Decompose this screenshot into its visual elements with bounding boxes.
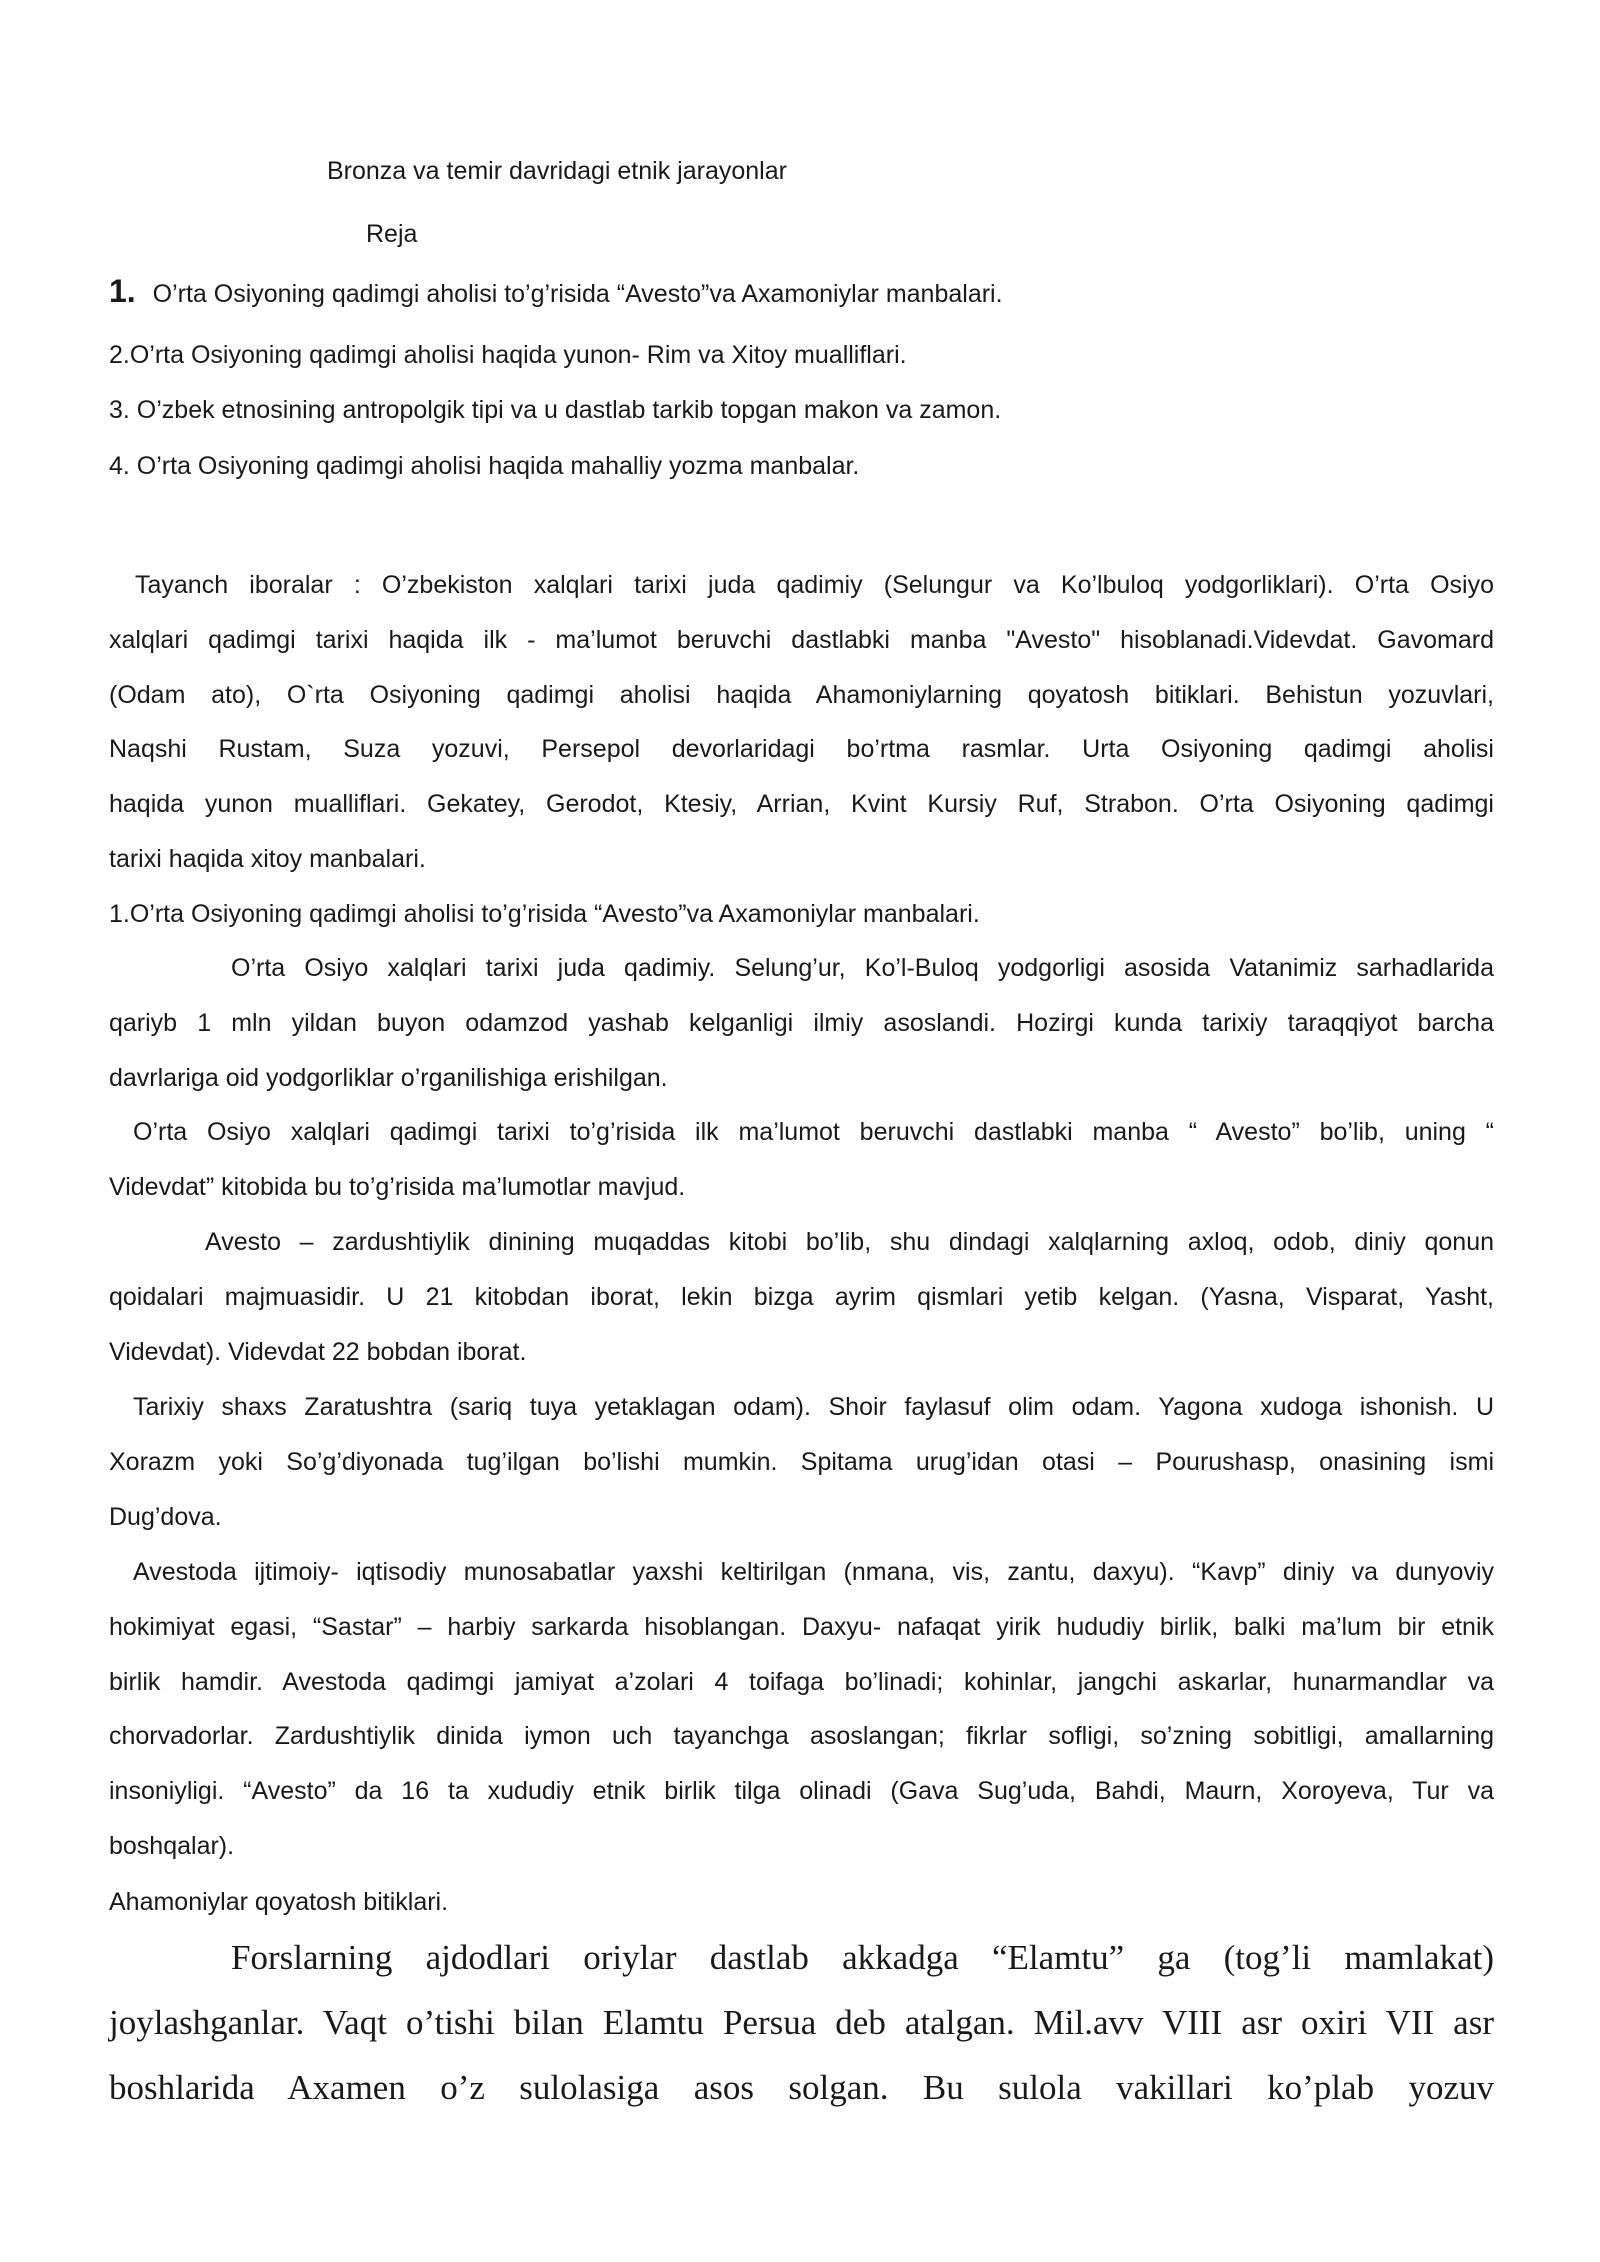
paragraph-line: davrlariga oid yodgorliklar o’rganilishiga erishilgan.	[109, 1064, 668, 1092]
paragraph-line: birlik hamdir. Avestoda qadimgi jamiyat a’zolari 4 toifaga bo’linadi; kohinlar, jangchi askarlar, hunarmandlar va	[109, 1668, 1494, 1696]
keywords-line: tarixi haqida xitoy manbalari.	[109, 845, 426, 873]
keywords-line: Naqshi Rustam, Suza yozuvi, Persepol devorlaridagi bo’rtma rasmlar. Urta Osiyoning qadimgi aholisi	[109, 735, 1494, 763]
keywords-line: xalqlari qadimgi tarixi haqida ilk - ma’lumot beruvchi dastlabki manba "Avesto" hisoblanadi.Videvdat. Gavomard	[109, 626, 1494, 654]
section-heading: 1.O’rta Osiyoning qadimgi aholisi to’g’risida “Avesto”va Axamoniylar manbalari.	[109, 900, 980, 928]
paragraph-line: Avesto – zardushtiylik dinining muqaddas kitobi bo’lib, shu dindagi xalqlarning axloq, odob, diniy qonun	[205, 1228, 1494, 1256]
paragraph-line: Videvdat). Videvdat 22 bobdan iborat.	[109, 1338, 527, 1366]
plan-item-1	[109, 273, 1003, 309]
paragraph-line: Xorazm yoki So’g’diyonada tug’ilgan bo’lishi mumkin. Spitama urug’idan otasi – Pourushasp, onasining ismi	[109, 1448, 1494, 1476]
keywords-line: haqida yunon mualliflari. Gekatey, Gerodot, Ktesiy, Arrian, Kvint Kursiy Ruf, Strabon. O’rta Osiyoning qadimgi	[109, 790, 1494, 818]
plan-item-4: 4. O’rta Osiyoning qadimgi aholisi haqida mahalliy yozma manbalar.	[109, 452, 860, 480]
plan-item-3: 3. O’zbek etnosining antropolgik tipi va u dastlab tarkib topgan makon va zamon.	[109, 396, 1002, 424]
plan-item-2: 2.O’rta Osiyoning qadimgi aholisi haqida yunon- Rim va Xitoy mualliflari.	[109, 341, 907, 369]
paragraph-line: Forslarning ajdodlari oriylar dastlab akkadga “Elamtu” ga (tog’li mamlakat)	[231, 1938, 1494, 1977]
paragraph-line: qariyb 1 mln yildan buyon odamzod yashab kelganligi ilmiy asoslandi. Hozirgi kunda tarixiy taraqqiyot barcha	[109, 1009, 1494, 1037]
paragraph-line: qoidalari majmuasidir. U 21 kitobdan iborat, lekin bizga ayrim qismlari yetib kelgan. (Yasna, Visparat, Yasht,	[109, 1283, 1494, 1311]
section-heading: Ahamoniylar qoyatosh bitiklari.	[109, 1888, 449, 1916]
paragraph-line: boshlarida Axamen o’z sulolasiga asos solgan. Bu sulola vakillari ko’plab yozuv	[109, 2068, 1494, 2107]
document-title: Bronza va temir davridagi etnik jarayonlar	[327, 157, 787, 185]
paragraph-line: insoniyligi. “Avesto” da 16 ta xududiy etnik birlik tilga olinadi (Gava Sug’uda, Bahdi, Maurn, Xoroyeva, Tur va	[109, 1777, 1494, 1805]
paragraph-line: Tarixiy shaxs Zaratushtra (sariq tuya yetaklagan odam). Shoir faylasuf olim odam. Yagona xudoga ishonish. U	[133, 1393, 1494, 1421]
paragraph-line: joylashganlar. Vaqt o’tishi bilan Elamtu Persua deb atalgan. Mil.avv VIII asr oxiri VII asr	[109, 2003, 1494, 2042]
paragraph-line: Avestoda ijtimoiy- iqtisodiy munosabatlar yaxshi keltirilgan (nmana, vis, zantu, daxyu). “Kavp” diniy va dunyoviy	[133, 1558, 1494, 1586]
plan-item-number: 1.	[109, 273, 136, 309]
paragraph-line: chorvadorlar. Zardushtiylik dinida iymon uch tayanchga asoslangan; fikrlar sofligi, so’zning sobitligi, amallarning	[109, 1722, 1494, 1750]
paragraph-line: O’rta Osiyo xalqlari tarixi juda qadimiy. Selung’ur, Ko’l-Buloq yodgorligi asosida Vatanimiz sarhadlarida	[231, 954, 1494, 982]
paragraph-line: Dug’dova.	[109, 1503, 222, 1531]
plan-heading: Reja	[366, 220, 418, 248]
keywords-line: Tayanch iboralar : O’zbekiston xalqlari tarixi juda qadimiy (Selungur va Ko’lbuloq yodgorliklari). O’rta Osiyo	[135, 571, 1494, 599]
plan-item-text: O’rta Osiyoning qadimgi aholisi to’g’risida “Avesto”va Axamoniylar manbalari.	[152, 280, 1003, 308]
paragraph-line: boshqalar).	[109, 1832, 235, 1860]
paragraph-line: Videvdat” kitobida bu to’g’risida ma’lumotlar mavjud.	[109, 1173, 686, 1201]
keywords-line: (Odam ato), O`rta Osiyoning qadimgi aholisi haqida Ahamoniylarning qoyatosh bitiklari. Behistun yozuvlari,	[109, 681, 1494, 709]
paragraph-line: hokimiyat egasi, “Sastar” – harbiy sarkarda hisoblangan. Daxyu- nafaqat yirik hududiy birlik, balki ma’lum bir etnik	[109, 1613, 1494, 1641]
paragraph-line: O’rta Osiyo xalqlari qadimgi tarixi to’g’risida ilk ma’lumot beruvchi dastlabki manba “ Avesto” bo’lib, uning “	[133, 1118, 1494, 1146]
